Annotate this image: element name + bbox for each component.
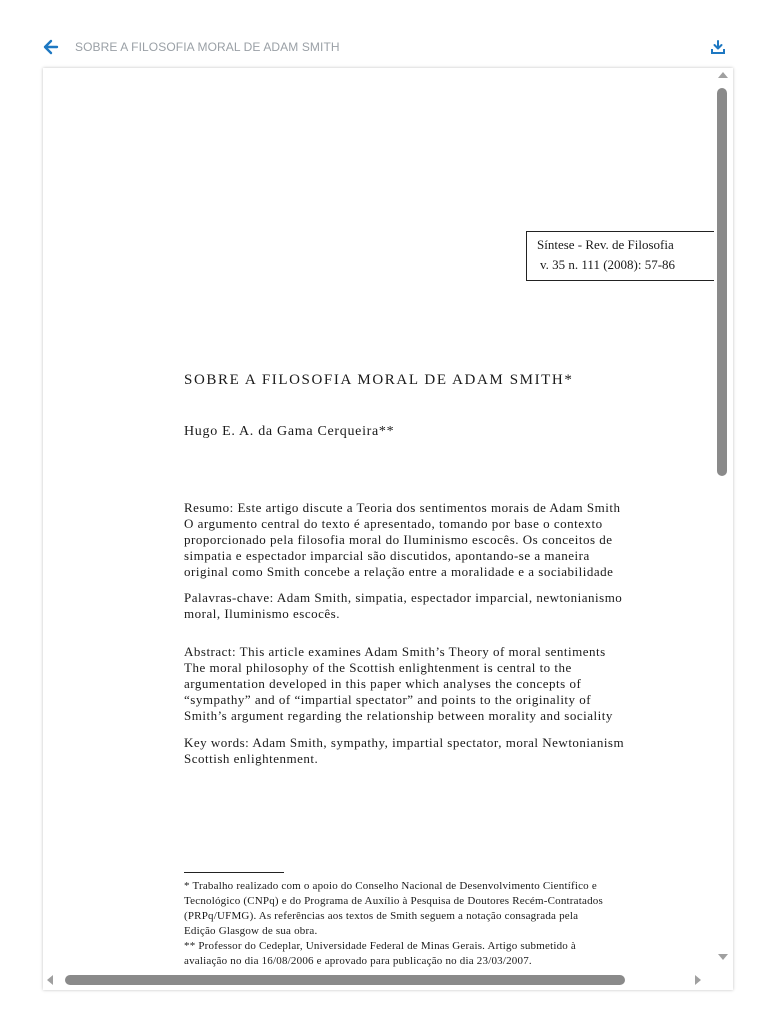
article-title: SOBRE A FILOSOFIA MORAL DE ADAM SMITH* bbox=[184, 372, 574, 388]
scroll-down-arrow-icon[interactable] bbox=[718, 954, 728, 960]
footnote-line: * Trabalho realizado com o apoio do Conselho Nacional de Desenvolvimento Científico e bbox=[184, 880, 597, 892]
document-page bbox=[43, 68, 715, 974]
footnote-divider bbox=[184, 872, 284, 873]
text-line: simpatia e espectador imparcial são discutidos, apontando-se a maneira bbox=[184, 548, 590, 563]
footnote-line: ** Professor do Cedeplar, Universidade Federal de Minas Gerais. Artigo submetido à bbox=[184, 940, 577, 952]
scroll-right-arrow-icon[interactable] bbox=[695, 975, 701, 985]
text-line: “sympathy” and of “impartial spectator” and points to the originality of bbox=[184, 692, 592, 707]
top-bar bbox=[0, 0, 768, 70]
arrow-left-icon[interactable] bbox=[43, 39, 59, 55]
text-line: Palavras-chave: Adam Smith, simpatia, espectador imparcial, newtonianismo bbox=[184, 590, 623, 605]
abstract-paragraph bbox=[184, 644, 613, 724]
horizontal-scrollbar[interactable] bbox=[43, 971, 715, 989]
text-line: Key words: Adam Smith, sympathy, impartial spectator, moral Newtonianism bbox=[184, 735, 625, 750]
scroll-up-arrow-icon[interactable] bbox=[718, 72, 728, 78]
footnotes bbox=[184, 879, 603, 969]
footnote-line: avaliação no dia 16/08/2006 e aprovado para publicação no dia 23/03/2007. bbox=[184, 955, 532, 967]
key-words-paragraph bbox=[184, 735, 624, 767]
text-line: Smith’s argument regarding the relationship between morality and sociality bbox=[184, 708, 613, 723]
text-line: moral, Iluminismo escocês. bbox=[184, 606, 340, 621]
footnote-line: Tecnológico (CNPq) e do Programa de Auxílio à Pesquisa de Doutores Recém-Contratados bbox=[184, 895, 603, 907]
text-line: Scottish enlightenment. bbox=[184, 751, 319, 766]
download-icon[interactable] bbox=[711, 40, 725, 54]
text-line: O argumento central do texto é apresentado, tomando por base o contexto bbox=[184, 516, 603, 531]
footnote-line: Edição Glasgow de sua obra. bbox=[184, 925, 318, 937]
journal-name: Síntese - Rev. de Filosofia bbox=[537, 237, 674, 252]
resumo-paragraph bbox=[184, 500, 621, 580]
vertical-scroll-thumb[interactable] bbox=[717, 88, 727, 476]
vertical-scrollbar[interactable] bbox=[714, 68, 732, 990]
text-line: argumentation developed in this paper which analyses the concepts of bbox=[184, 676, 582, 691]
footnote-line: (PRPq/UFMG). As referências aos textos de Smith seguem a notação consagrada pela bbox=[184, 910, 579, 922]
text-line: proporcionado pela filosofia moral do Iluminismo escocês. Os conceitos de bbox=[184, 532, 613, 547]
text-line: Abstract: This article examines Adam Smith’s Theory of moral sentiments bbox=[184, 644, 606, 659]
journal-citation-box bbox=[526, 231, 715, 281]
palavras-chave-paragraph bbox=[184, 590, 622, 622]
text-line: The moral philosophy of the Scottish enlightenment is central to the bbox=[184, 660, 572, 675]
text-line: Resumo: Este artigo discute a Teoria dos sentimentos morais de Adam Smith bbox=[184, 500, 621, 515]
horizontal-scroll-thumb[interactable] bbox=[65, 975, 625, 985]
document-title: SOBRE A FILOSOFIA MORAL DE ADAM SMITH bbox=[75, 40, 340, 54]
document-viewer[interactable] bbox=[43, 68, 733, 990]
journal-volume: v. 35 n. 111 (2008): 57-86 bbox=[540, 257, 676, 272]
text-line: original como Smith concebe a relação entre a moralidade e a sociabilidade bbox=[184, 564, 614, 579]
scroll-left-arrow-icon[interactable] bbox=[47, 975, 53, 985]
article-author: Hugo E. A. da Gama Cerqueira** bbox=[184, 424, 395, 439]
